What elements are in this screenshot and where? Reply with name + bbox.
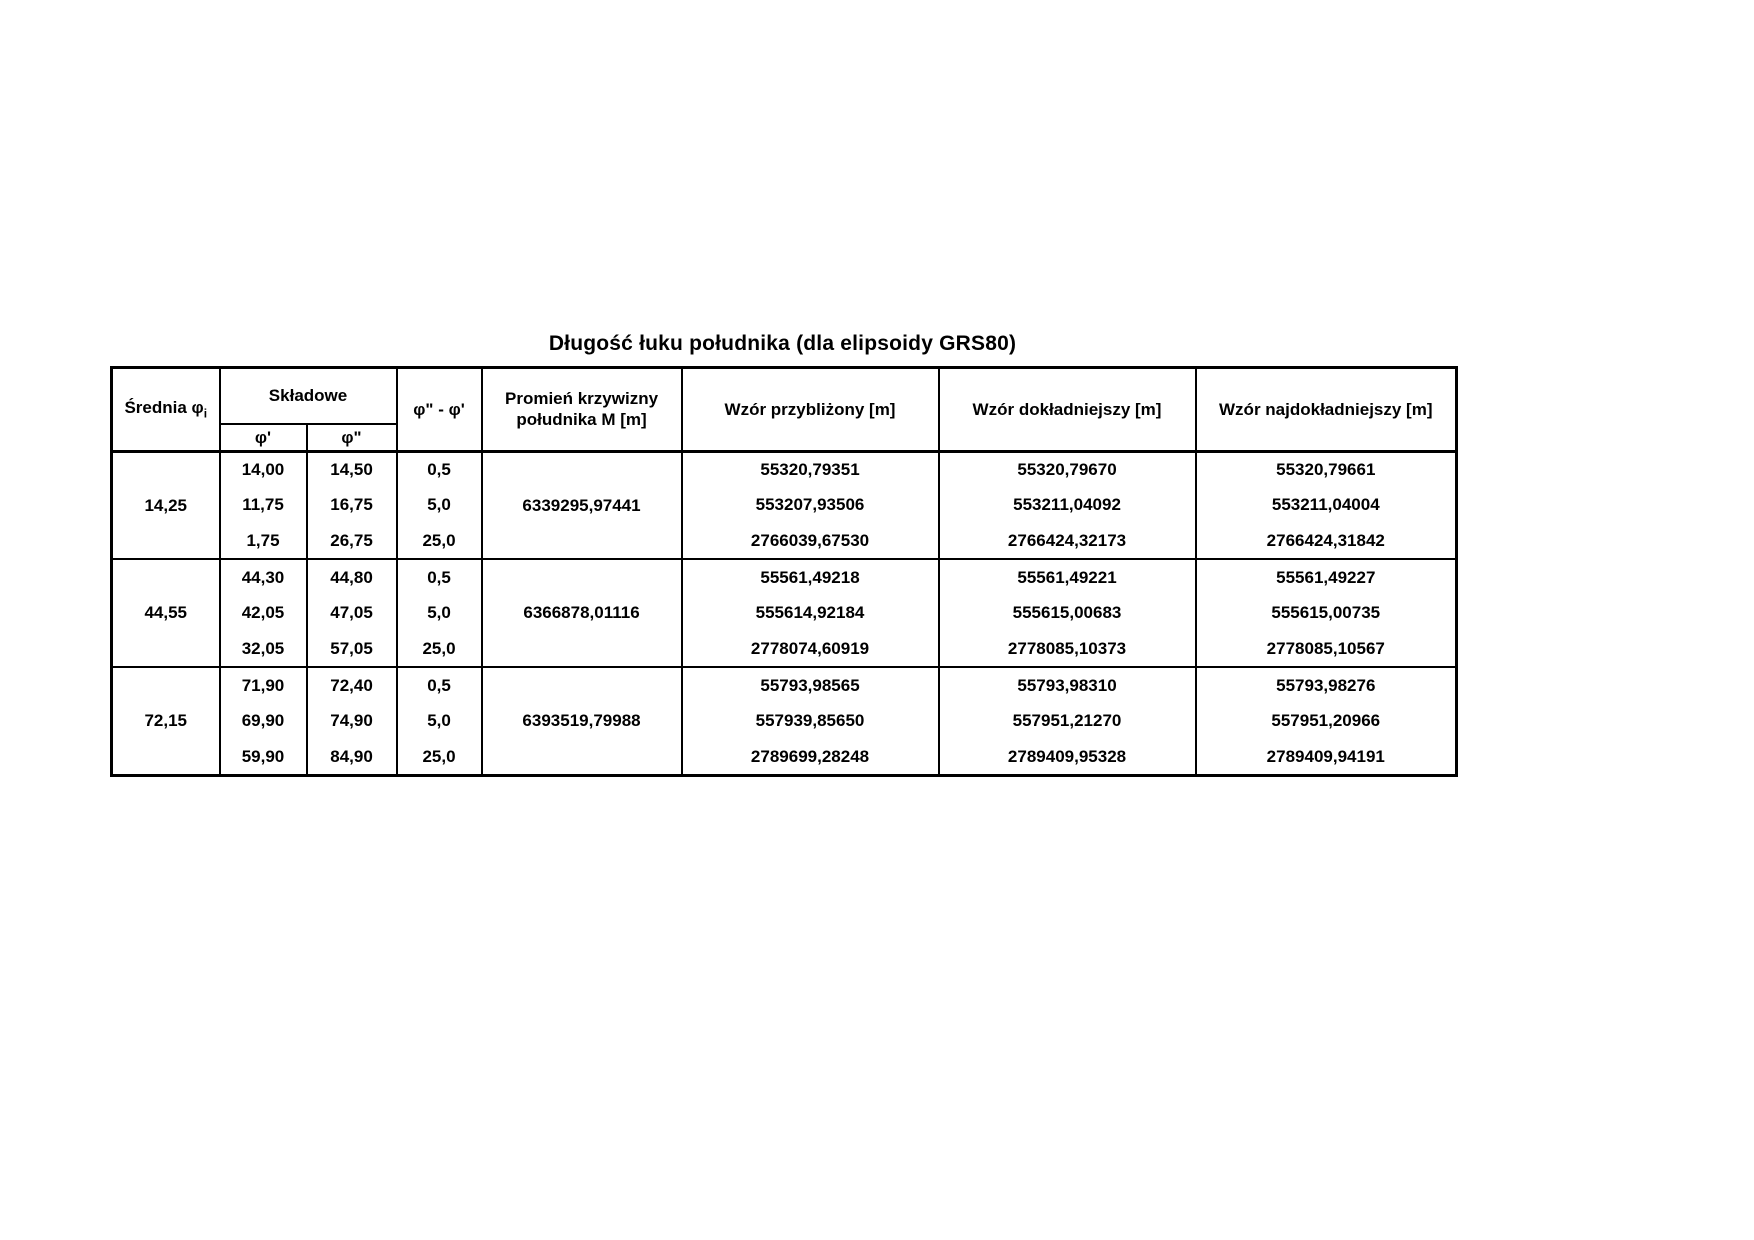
cell-delta: 5,0 <box>397 487 482 523</box>
cell-radius: 6393519,79988 <box>482 667 682 775</box>
cell-most-accurate: 2789409,94191 <box>1196 739 1457 775</box>
cell-approx: 2766039,67530 <box>682 523 939 559</box>
cell-phi-second: 72,40 <box>307 667 397 703</box>
cell-accurate: 2778085,10373 <box>939 631 1196 667</box>
cell-phi-second: 26,75 <box>307 523 397 559</box>
cell-phi-prime: 11,75 <box>220 487 307 523</box>
cell-approx: 2789699,28248 <box>682 739 939 775</box>
cell-accurate: 55561,49221 <box>939 559 1196 595</box>
meridian-arc-table <box>110 366 1458 777</box>
cell-phi-prime: 14,00 <box>220 451 307 487</box>
col-header-skladowe: Składowe <box>220 368 397 424</box>
cell-phi-prime: 59,90 <box>220 739 307 775</box>
header-row-1 <box>112 368 1457 424</box>
table-row <box>112 523 1457 559</box>
table-title: Długość łuku południka (dla elipsoidy GRS80) <box>548 332 1017 355</box>
col-header-radius: Promień krzywizny południka M [m] <box>482 368 682 452</box>
cell-approx: 55793,98565 <box>682 667 939 703</box>
srednia-subscript: i <box>203 406 208 421</box>
col-header-phi-prime: φ' <box>220 424 307 452</box>
cell-most-accurate: 55320,79661 <box>1196 451 1457 487</box>
cell-most-accurate: 555615,00735 <box>1196 595 1457 631</box>
table-body <box>112 451 1457 775</box>
document-sheet <box>110 332 1455 777</box>
table-row <box>112 559 1457 595</box>
cell-phi-second: 74,90 <box>307 703 397 739</box>
cell-delta: 25,0 <box>397 739 482 775</box>
cell-delta: 5,0 <box>397 703 482 739</box>
cell-delta: 0,5 <box>397 667 482 703</box>
cell-phi-second: 44,80 <box>307 559 397 595</box>
cell-srednia: 72,15 <box>112 667 220 775</box>
table-header <box>112 368 1457 452</box>
cell-phi-second: 84,90 <box>307 739 397 775</box>
cell-phi-prime: 44,30 <box>220 559 307 595</box>
table-row <box>112 631 1457 667</box>
table-row <box>112 451 1457 487</box>
cell-approx: 557939,85650 <box>682 703 939 739</box>
cell-phi-second: 14,50 <box>307 451 397 487</box>
cell-phi-prime: 71,90 <box>220 667 307 703</box>
cell-approx: 55320,79351 <box>682 451 939 487</box>
cell-phi-prime: 69,90 <box>220 703 307 739</box>
cell-accurate: 2789409,95328 <box>939 739 1196 775</box>
cell-phi-prime: 32,05 <box>220 631 307 667</box>
cell-accurate: 55320,79670 <box>939 451 1196 487</box>
cell-approx: 55561,49218 <box>682 559 939 595</box>
cell-accurate: 555615,00683 <box>939 595 1196 631</box>
cell-phi-second: 16,75 <box>307 487 397 523</box>
cell-most-accurate: 55793,98276 <box>1196 667 1457 703</box>
table-row <box>112 739 1457 775</box>
col-header-wzor-dokladniejszy: Wzór dokładniejszy [m] <box>939 368 1196 452</box>
cell-most-accurate: 2766424,31842 <box>1196 523 1457 559</box>
cell-approx: 555614,92184 <box>682 595 939 631</box>
cell-radius: 6339295,97441 <box>482 451 682 559</box>
cell-delta: 0,5 <box>397 559 482 595</box>
cell-accurate: 553211,04092 <box>939 487 1196 523</box>
cell-accurate: 55793,98310 <box>939 667 1196 703</box>
cell-phi-prime: 42,05 <box>220 595 307 631</box>
cell-accurate: 557951,21270 <box>939 703 1196 739</box>
cell-most-accurate: 2778085,10567 <box>1196 631 1457 667</box>
cell-srednia: 44,55 <box>112 559 220 667</box>
col-header-srednia: Średnia $\varphi_i$ <box>112 368 220 452</box>
cell-radius: 6366878,01116 <box>482 559 682 667</box>
cell-srednia: 14,25 <box>112 451 220 559</box>
cell-accurate: 2766424,32173 <box>939 523 1196 559</box>
cell-most-accurate: 553211,04004 <box>1196 487 1457 523</box>
col-header-delta: φ" - φ' <box>397 368 482 452</box>
table-row <box>112 595 1457 631</box>
cell-most-accurate: 55561,49227 <box>1196 559 1457 595</box>
cell-delta: 25,0 <box>397 631 482 667</box>
cell-most-accurate: 557951,20966 <box>1196 703 1457 739</box>
table-row <box>112 667 1457 703</box>
table-row <box>112 487 1457 523</box>
cell-phi-second: 57,05 <box>307 631 397 667</box>
col-header-wzor-przyblizony: Wzór przybliżony [m] <box>682 368 939 452</box>
col-header-phi-second: φ" <box>307 424 397 452</box>
cell-approx: 553207,93506 <box>682 487 939 523</box>
cell-delta: 0,5 <box>397 451 482 487</box>
table-row <box>112 703 1457 739</box>
cell-approx: 2778074,60919 <box>682 631 939 667</box>
cell-phi-prime: 1,75 <box>220 523 307 559</box>
cell-delta: 25,0 <box>397 523 482 559</box>
cell-delta: 5,0 <box>397 595 482 631</box>
cell-phi-second: 47,05 <box>307 595 397 631</box>
col-header-wzor-najdokladniejszy: Wzór najdokładniejszy [m] <box>1196 368 1457 452</box>
